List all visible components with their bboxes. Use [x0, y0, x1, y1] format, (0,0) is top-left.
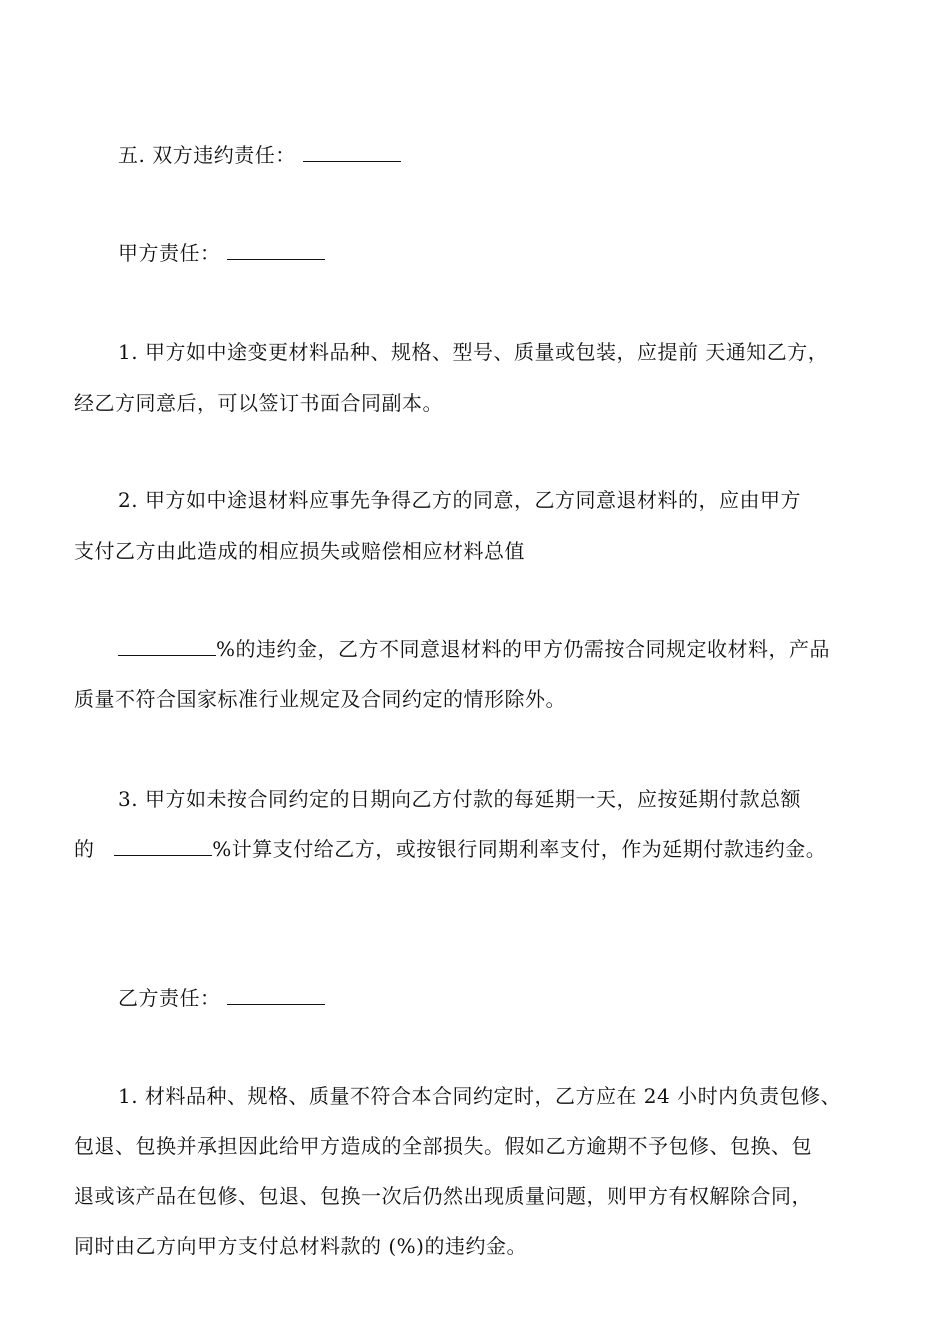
party-a-item-2-line-2: 支付乙方由此造成的相应损失或赔偿相应材料总值: [74, 539, 525, 563]
section-five-heading: 五. 双方违约责任：: [118, 143, 296, 167]
party-a-heading: 甲方责任：: [118, 241, 221, 265]
party-a-heading-line: [118, 240, 325, 266]
party-a-item-3-line-2-text: %计算支付给乙方，或按银行同期利率支付，作为延期付款违约金。: [212, 837, 827, 861]
fill-in-blank: [227, 241, 325, 260]
party-b-item-1-line-1: 1. 材料品种、规格、质量不符合本合同约定时，乙方应在 24 小时内负责包修、: [118, 1084, 842, 1108]
party-b-heading: 乙方责任：: [118, 986, 221, 1010]
party-a-item-3-line-2-prefix: 的: [74, 837, 95, 861]
party-a-item-2-line-4: 质量不符合国家标准行业规定及合同约定的情形除外。: [74, 687, 566, 711]
party-a-item-2-line-1: 2. 甲方如中途退材料应事先争得乙方的同意，乙方同意退材料的，应由甲方: [118, 488, 801, 512]
party-a-item-3-line-2: [74, 836, 826, 862]
party-b-item-1-line-3: 退或该产品在包修、包退、包换一次后仍然出现质量问题，则甲方有权解除合同，: [74, 1184, 812, 1208]
party-a-item-2-line-3: [118, 636, 830, 662]
fill-in-blank: [114, 837, 212, 856]
fill-in-blank: [227, 986, 325, 1005]
section-five-heading-line: [118, 142, 401, 168]
party-a-item-1-line-2: 经乙方同意后，可以签订书面合同副本。: [74, 391, 443, 415]
party-a-item-1-line-1: 1. 甲方如中途变更材料品种、规格、型号、质量或包装，应提前 天通知乙方，: [118, 340, 829, 364]
fill-in-blank: [118, 637, 216, 656]
party-a-item-3-line-1: 3. 甲方如未按合同约定的日期向乙方付款的每延期一天，应按延期付款总额: [118, 787, 801, 811]
party-a-item-2-line-3-text: %的违约金，乙方不同意退材料的甲方仍需按合同规定收材料，产品: [216, 637, 831, 661]
party-b-item-1-line-4: 同时由乙方向甲方支付总材料款的 (%)的违约金。: [74, 1234, 527, 1258]
party-b-item-1-line-2: 包退、包换并承担因此给甲方造成的全部损失。假如乙方逾期不予包修、包换、包: [74, 1134, 812, 1158]
party-b-heading-line: [118, 985, 325, 1011]
fill-in-blank: [303, 143, 401, 162]
